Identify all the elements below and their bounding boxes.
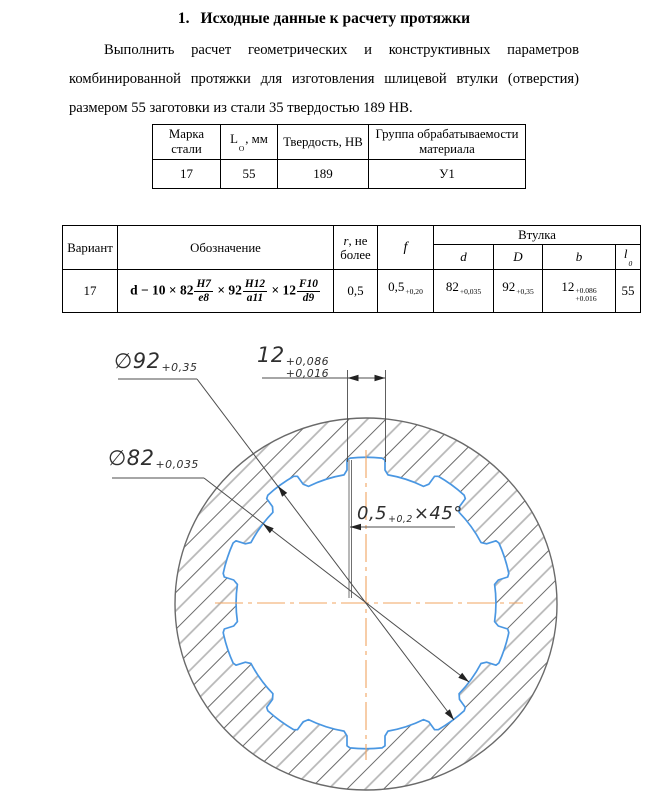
dim-label-d82: ∅82 +0,035 [108,446,199,472]
variant-table [62,225,640,313]
cell-D: 92 +0,35 [494,270,543,313]
dim-label-chamfer: 0,5 +0,2 ×45° [357,503,463,525]
cell-length: 55 [221,160,278,189]
dimension-arrowhead [445,709,454,720]
cell-l0: 55 [616,270,641,313]
dim-label-d92: ∅92 +0,35 [114,349,198,375]
cell-steel-grade: 17 [153,160,221,189]
page-title [0,10,648,28]
dimension-arrowhead [348,375,359,381]
variant-table-header-row1 [63,226,641,245]
col-machinability-group: Группа обрабатываемости материала [369,125,526,160]
col-hardness: Твердость, НВ [278,125,369,160]
dimension-arrowhead [458,673,469,682]
steel-table-header-row [153,125,526,160]
cell-d: 82 +0,035 [434,270,494,313]
cell-variant: 17 [63,270,118,313]
col-b: b [543,245,616,270]
col-radius: r, не более [334,226,378,270]
col-f: f [378,226,434,270]
intro-paragraph: Выполнить расчет геометрических и конструктивных параметров комбинированной протяжки для изготовления шлицевой втулки (отверстия) размером 55 заготовки из стали 35 твердостью 189 НВ. [69,42,579,116]
dimension-arrowhead [278,486,287,497]
col-D: D [494,245,543,270]
col-variant: Вариант [63,226,118,270]
cell-machinability-group: У1 [369,160,526,189]
steel-table [152,124,525,189]
cell-hardness: 189 [278,160,369,189]
dimension-arrowhead [263,524,274,533]
col-d: d [434,245,494,270]
col-bushing-group: Втулка [434,226,641,245]
cell-f: 0,5 +0,20 [378,270,434,313]
drawing-canvas [0,320,648,804]
title-text: Исходные данные к расчету протяжки [200,10,471,27]
cell-designation-formula: d − 10 × 82 $\frac{H7}{e8}$ × 92 $\frac{H12}{a11}$ × 12 $\frac{F10}{d9}$ [118,270,334,313]
cell-radius: 0,5 [334,270,378,313]
dim-label-b12: 12 +0,086 +0,016 [257,343,330,381]
col-l0: l 0 [616,245,641,270]
col-steel-grade: Марка стали [153,125,221,160]
dimension-arrowhead [375,375,386,381]
col-length: L О , мм [221,125,278,160]
steel-table-data-row [153,160,526,189]
spline-bushing-drawing [0,320,648,804]
cell-b: 12 +0.086 +0.016 [543,270,616,313]
title-number: 1. [177,10,190,27]
col-designation: Обозначение [118,226,334,270]
variant-table-data-row [63,270,641,313]
